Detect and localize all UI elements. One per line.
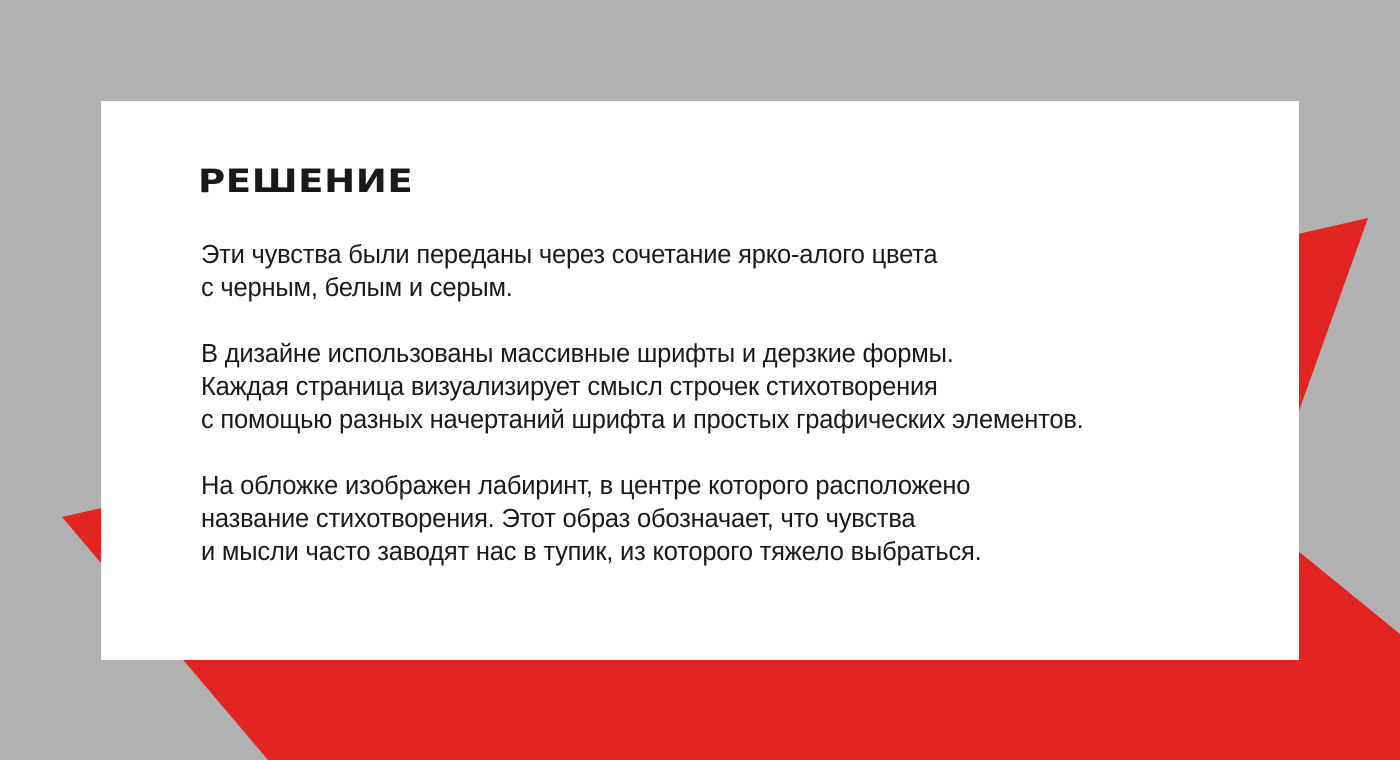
description-text <box>201 239 1261 602</box>
text-line: На обложке изображен лабиринт, в центре которого расположено <box>201 472 971 500</box>
text-line: с черным, белым и серым. <box>201 274 513 302</box>
content-card <box>101 101 1299 660</box>
section-heading: РЕШЕНИЕ <box>198 162 414 200</box>
text-line: и мысли часто заводят нас в тупик, из которого тяжело выбраться. <box>201 538 982 566</box>
text-line: В дизайне использованы массивные шрифты и дерзкие формы. <box>201 340 954 368</box>
text-line: с помощью разных начертаний шрифта и простых графических элементов. <box>201 406 1084 434</box>
text-line: Эти чувства были переданы через сочетание ярко-алого цвета <box>201 241 938 269</box>
text-line: Каждая страница визуализирует смысл строчек стихотворения <box>201 373 938 401</box>
paragraph-cover <box>201 470 1261 569</box>
paragraph-design <box>201 338 1261 437</box>
paragraph-colors <box>201 239 1261 305</box>
text-line: название стихотворения. Этот образ обозначает, что чувства <box>201 505 916 533</box>
